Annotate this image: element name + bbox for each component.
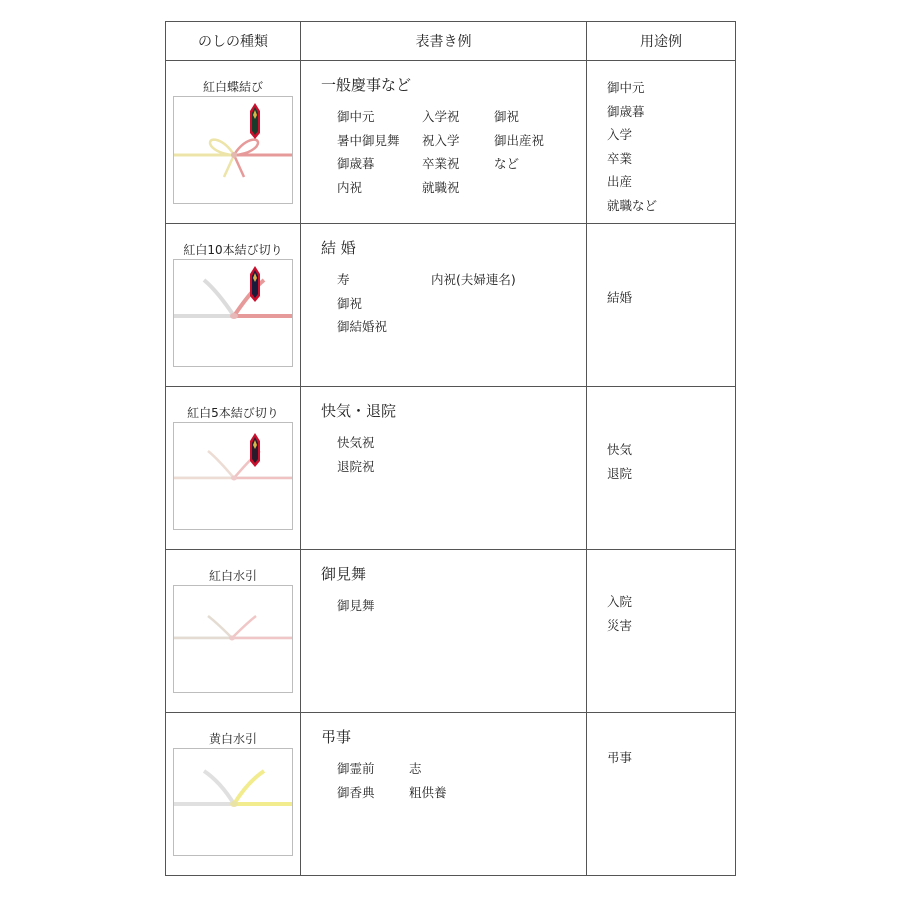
example-item: 入学祝 <box>422 109 460 124</box>
example-item: 御出産祝 <box>494 132 545 148</box>
table-row-chouji <box>166 713 736 876</box>
example-item: 祝入学 <box>422 132 460 148</box>
table-row-omimai <box>166 550 736 713</box>
noshi-bow-knot-image <box>173 96 293 204</box>
example-item: 寿 <box>337 272 350 287</box>
example-item: 卒業祝 <box>422 156 460 171</box>
example-item: 就職祝 <box>422 179 460 195</box>
example-list <box>321 594 586 618</box>
example-title: 快気・退院 <box>321 402 397 420</box>
use-item: 入学 <box>607 127 633 142</box>
example-list <box>321 431 586 478</box>
use-item: 出産 <box>607 174 633 189</box>
table-row-chouchou-musubi <box>166 61 736 224</box>
header-noshi-type: のしの種類 <box>166 22 301 61</box>
use-cell <box>587 61 736 224</box>
example-item: 内祝(夫婦連名) <box>431 272 516 287</box>
noshi-type-table <box>165 21 736 876</box>
use-cell <box>587 713 736 876</box>
table-row-kaiki-taiin <box>166 387 736 550</box>
use-list <box>607 76 735 217</box>
use-item: 御中元 <box>607 80 645 95</box>
noshi-ornament-icon <box>250 103 260 139</box>
example-item: 快気祝 <box>337 435 375 450</box>
use-item: 就職など <box>607 197 658 213</box>
example-item: 御結婚祝 <box>337 319 388 334</box>
use-item: 快気 <box>607 442 633 457</box>
noshi-ornament-icon <box>250 266 260 302</box>
use-cell <box>587 387 736 550</box>
use-list <box>607 286 735 310</box>
example-item: 暑中御見舞 <box>337 132 400 148</box>
header-inscription-example: 表書き例 <box>301 22 587 61</box>
example-item: 志 <box>409 761 422 776</box>
noshi-knot-5-image <box>173 422 293 530</box>
table-row-kekkon <box>166 224 736 387</box>
example-item: 御見舞 <box>337 598 375 613</box>
noshi-yellow-white-mizuhiki-image <box>173 748 293 856</box>
example-cell <box>301 387 587 550</box>
use-item: 結婚 <box>607 290 633 305</box>
use-cell <box>587 224 736 387</box>
example-item: 御祝 <box>337 295 363 311</box>
use-cell <box>587 550 736 713</box>
example-item: 御霊前 <box>337 761 375 776</box>
use-item: 弔事 <box>607 750 633 765</box>
use-list <box>607 746 735 770</box>
example-cell <box>301 224 587 387</box>
use-item: 災害 <box>607 617 633 633</box>
example-title: 御見舞 <box>321 565 367 583</box>
example-title: 一般慶事など <box>321 76 412 94</box>
header-use-example: 用途例 <box>587 22 736 61</box>
example-item: 粗供養 <box>409 784 447 800</box>
noshi-knot-10-image <box>173 259 293 367</box>
use-list <box>607 438 735 485</box>
noshi-type-name: 紅白蝶結び <box>202 80 263 94</box>
use-item: 入院 <box>607 594 633 609</box>
example-list <box>321 757 586 804</box>
example-title: 弔事 <box>321 728 352 746</box>
noshi-ornament-icon <box>250 433 260 467</box>
type-cell <box>166 550 301 713</box>
type-cell <box>166 713 301 876</box>
example-item: 退院祝 <box>337 458 375 474</box>
use-list <box>607 590 735 637</box>
example-list <box>321 268 586 339</box>
noshi-mizuhiki-image <box>173 585 293 693</box>
example-item: 御中元 <box>337 109 375 124</box>
type-cell <box>166 61 301 224</box>
use-item: 退院 <box>607 465 633 481</box>
example-cell <box>301 61 587 224</box>
type-cell <box>166 387 301 550</box>
use-item: 御歳暮 <box>607 103 645 119</box>
example-title: 結 婚 <box>321 239 356 257</box>
noshi-type-name: 紅白水引 <box>208 569 257 583</box>
example-cell <box>301 550 587 713</box>
example-item: 御歳暮 <box>337 156 375 171</box>
example-item: 御香典 <box>337 784 375 800</box>
type-cell <box>166 224 301 387</box>
example-item: 御祝 <box>494 109 520 124</box>
noshi-type-name: 黄白水引 <box>208 732 257 746</box>
example-list <box>321 105 586 199</box>
use-item: 卒業 <box>607 150 633 166</box>
example-item <box>431 315 581 339</box>
example-cell <box>301 713 587 876</box>
example-item: など <box>494 156 520 171</box>
example-item: 内祝 <box>337 179 363 195</box>
example-item <box>431 292 581 316</box>
header-row <box>166 22 736 61</box>
noshi-type-name: 紅白5本結び切り <box>187 406 279 420</box>
noshi-type-name: 紅白10本結び切り <box>183 243 283 257</box>
